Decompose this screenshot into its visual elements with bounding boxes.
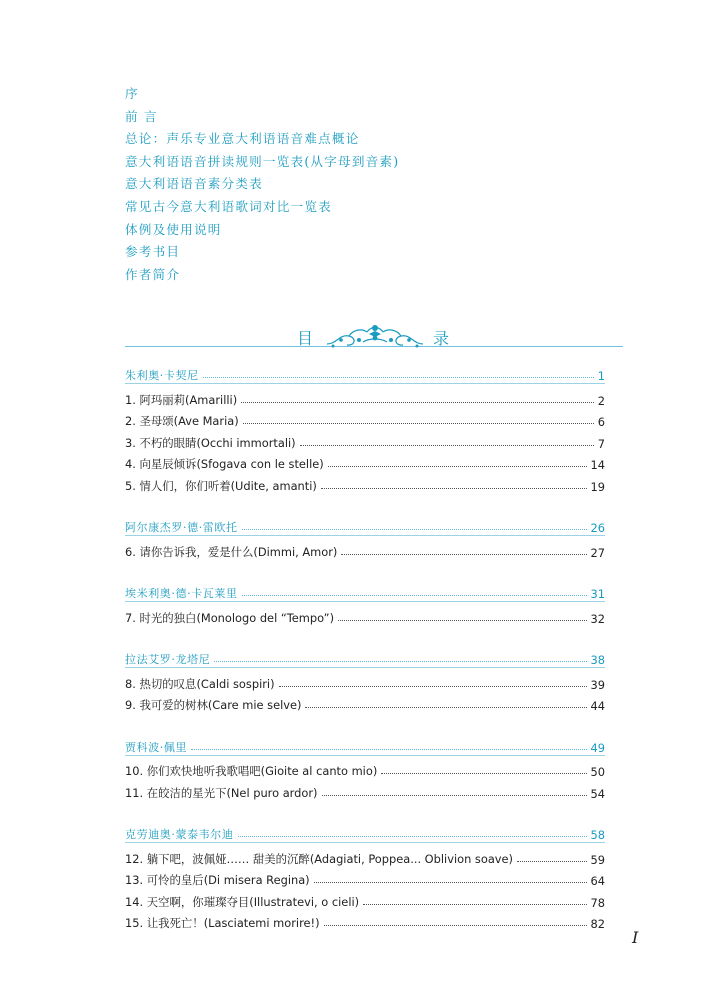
dot-leader <box>242 595 587 596</box>
composer-name: 朱利奥·卡契尼 <box>125 369 199 382</box>
page-number: 44 <box>590 699 605 713</box>
toc-heading-right: 录 <box>433 329 450 348</box>
page-number: 58 <box>590 828 605 842</box>
dot-leader <box>321 488 587 489</box>
toc-heading <box>125 322 623 350</box>
front-matter-item[interactable]: 参考书目 <box>125 244 181 260</box>
song-title: 8. 热切的叹息(Caldi sospiri) <box>125 676 275 691</box>
page-number: 38 <box>590 653 605 667</box>
front-matter-item[interactable]: 作者简介 <box>125 266 181 282</box>
dot-leader <box>517 861 587 862</box>
toc-song-row[interactable] <box>125 888 605 910</box>
section-divider <box>125 383 605 384</box>
toc-section <box>125 732 605 801</box>
page-number: 19 <box>590 479 605 494</box>
song-title: 10. 你们欢快地听我歌唱吧(Gioite al canto mio) <box>125 764 378 778</box>
page-number: 78 <box>590 895 605 910</box>
dot-leader <box>314 882 587 883</box>
page-number: 64 <box>590 874 605 888</box>
composer-name: 阿尔康杰罗·德·雷欧托 <box>125 521 238 534</box>
section-divider <box>125 601 605 602</box>
dot-leader <box>203 377 594 378</box>
toc-composer-row[interactable] <box>125 360 605 383</box>
toc-section <box>125 578 605 626</box>
dot-leader <box>328 466 587 467</box>
page-number: 7 <box>597 436 605 451</box>
table-of-contents <box>125 360 605 950</box>
toc-composer-row[interactable] <box>125 644 605 667</box>
front-matter-item[interactable]: 序 <box>125 86 139 101</box>
toc-composer-row[interactable] <box>125 819 605 842</box>
page-number: 27 <box>590 545 605 560</box>
page-number: 39 <box>590 677 605 692</box>
page-number: 31 <box>590 587 605 601</box>
dot-leader <box>305 707 586 708</box>
dot-leader <box>242 529 587 530</box>
dot-leader <box>338 620 586 621</box>
toc-song-row[interactable] <box>125 429 605 451</box>
toc-song-row[interactable] <box>125 408 605 430</box>
toc-song-row[interactable] <box>125 867 605 889</box>
toc-song-row[interactable] <box>125 604 605 626</box>
toc-section <box>125 644 605 713</box>
composer-name: 埃米利奥·德·卡瓦莱里 <box>125 587 238 600</box>
dot-leader <box>381 773 586 774</box>
dot-leader <box>191 749 586 750</box>
front-matter-item[interactable]: 总论：声乐专业意大利语语音难点概论 <box>125 131 360 147</box>
front-matter-item[interactable]: 意大利语语音素分类表 <box>125 176 263 192</box>
page-number: 59 <box>590 852 605 867</box>
composer-name: 拉法艾罗·龙塔尼 <box>125 653 211 666</box>
toc-song-row[interactable] <box>125 538 605 560</box>
dot-leader <box>341 554 586 555</box>
toc-song-row[interactable] <box>125 692 605 714</box>
toc-composer-row[interactable] <box>125 578 605 601</box>
page-number: 2 <box>597 393 605 408</box>
ornament-icon <box>323 322 427 350</box>
front-matter-list <box>125 83 545 286</box>
front-matter-item[interactable]: 常见古今意大利语歌词对比一览表 <box>125 198 332 214</box>
front-matter-item[interactable]: 前 言 <box>125 108 158 124</box>
dot-leader <box>241 402 594 403</box>
toc-song-row[interactable] <box>125 779 605 801</box>
dot-leader <box>300 445 594 446</box>
song-title: 11. 在皎洁的星光下(Nel puro ardor) <box>125 785 318 800</box>
song-title: 4. 向星辰倾诉(Sfogava con le stelle) <box>125 457 324 471</box>
section-divider <box>125 842 605 843</box>
song-title: 1. 阿玛丽莉(Amarilli) <box>125 392 238 407</box>
toc-composer-row[interactable] <box>125 512 605 535</box>
toc-song-row[interactable] <box>125 451 605 473</box>
song-title: 9. 我可爱的树林(Care mie selve) <box>125 698 302 712</box>
dot-leader <box>238 836 587 837</box>
folio-number: I <box>632 928 639 947</box>
toc-section <box>125 819 605 931</box>
toc-song-row[interactable] <box>125 910 605 932</box>
toc-song-row[interactable] <box>125 758 605 780</box>
song-title: 15. 让我死亡！(Lasciatemi morire!) <box>125 916 320 930</box>
section-divider <box>125 535 605 536</box>
front-matter-item[interactable]: 体例及使用说明 <box>125 221 222 237</box>
page-number: 6 <box>597 415 605 429</box>
front-matter-item[interactable]: 意大利语语音拼读规则一览表(从字母到音素) <box>125 153 400 169</box>
song-title: 3. 不朽的眼睛(Occhi immortali) <box>125 435 296 450</box>
page-number: 26 <box>590 521 605 535</box>
section-divider <box>125 667 605 668</box>
song-title: 5. 情人们，你们听着(Udite, amanti) <box>125 478 317 493</box>
song-title: 14. 天空啊，你璀璨夺目(Illustratevi, o cieli) <box>125 894 360 909</box>
toc-section <box>125 360 605 494</box>
toc-song-row[interactable] <box>125 845 605 867</box>
page-number: 49 <box>590 740 605 755</box>
toc-song-row[interactable] <box>125 472 605 494</box>
page-number: 1 <box>597 369 605 383</box>
composer-name: 贾科波·佩里 <box>125 740 188 754</box>
dot-leader <box>322 795 587 796</box>
page-number: 54 <box>590 786 605 801</box>
page-number: 82 <box>590 917 605 931</box>
toc-composer-row[interactable] <box>125 732 605 755</box>
song-title: 2. 圣母颂(Ave Maria) <box>125 414 239 428</box>
song-title: 7. 时光的独白(Monologo del “Tempo”) <box>125 610 335 625</box>
dot-leader <box>279 686 587 687</box>
toc-section <box>125 512 605 560</box>
dot-leader <box>324 925 587 926</box>
dot-leader <box>363 904 586 905</box>
page-number: 50 <box>590 765 605 779</box>
song-title: 6. 请你告诉我，爱是什么(Dimmi, Amor) <box>125 544 338 559</box>
toc-song-row[interactable] <box>125 670 605 692</box>
toc-song-row[interactable] <box>125 386 605 408</box>
dot-leader <box>214 661 586 662</box>
section-divider <box>125 755 605 756</box>
composer-name: 克劳迪奥·蒙泰韦尔迪 <box>125 828 234 841</box>
page-number: 32 <box>590 611 605 626</box>
song-title: 13. 可怜的皇后(Di misera Regina) <box>125 873 310 887</box>
page-number: 14 <box>590 458 605 472</box>
toc-heading-left: 目 <box>297 329 314 348</box>
dot-leader <box>243 423 594 424</box>
song-title: 12. 躺下吧，波佩娅…… 甜美的沉醉(Adagiati, Poppea... Oblivion soave) <box>125 851 513 866</box>
